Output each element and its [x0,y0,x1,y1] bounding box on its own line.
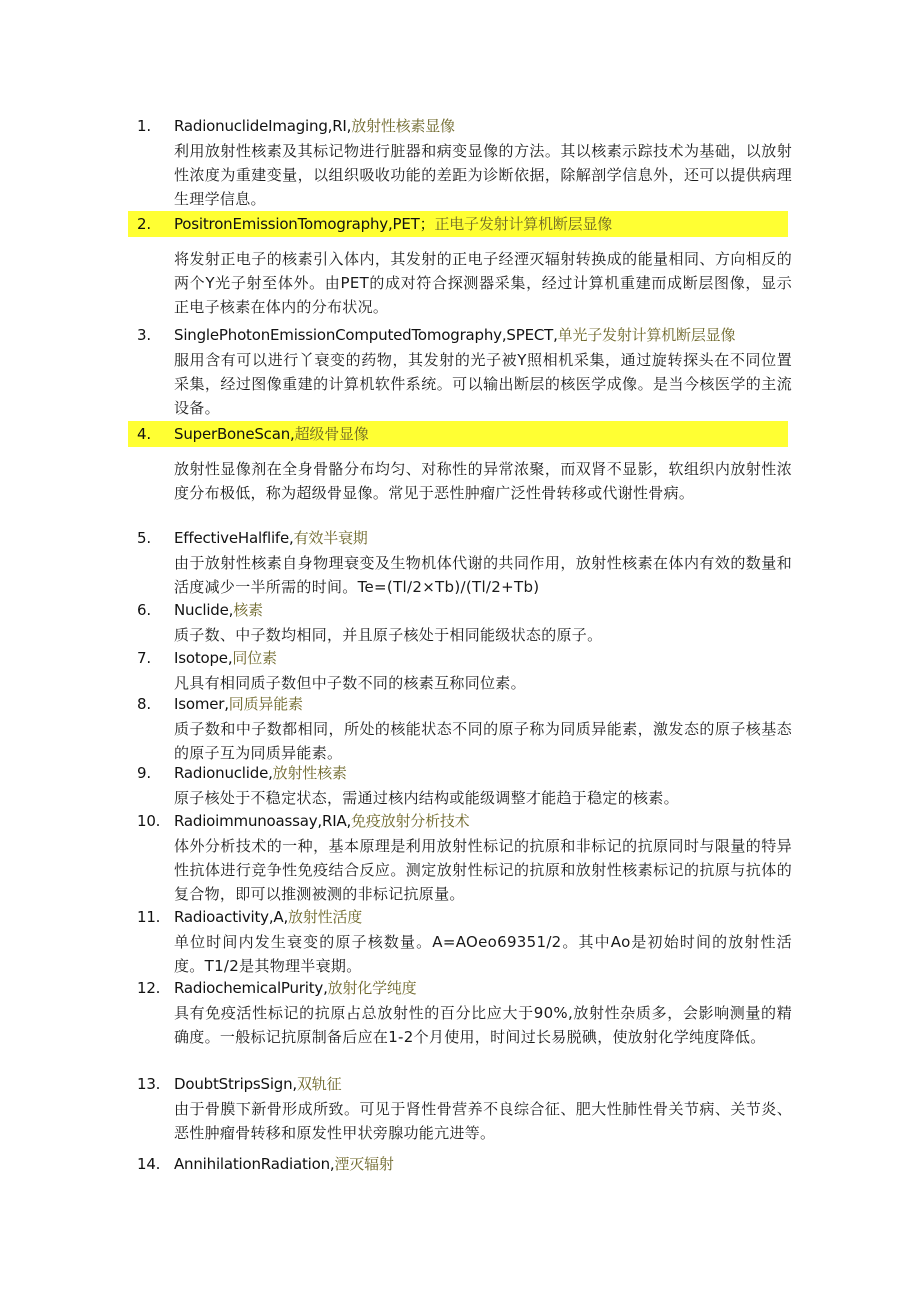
term-chinese: 放射性核素显像 [351,117,455,135]
entry-definition: 服用含有可以进行丫衰变的药物，其发射的光子被Y照相机采集，通过旋转探头在不同位置采集，经过图像重建的计算机软件系统。可以输出断层的核医学成像。是当今核医学的主流设备。 [174,351,792,417]
glossary-entry-12 [0,975,920,1049]
entry-number: 3. [137,326,151,344]
entry-term [174,975,416,1001]
glossary-entry-9 [0,760,920,810]
term-english: RadiochemicalPurity, [174,979,328,997]
entry-number: 12. [137,979,161,997]
entry-term [174,808,469,834]
entry-term [174,904,362,930]
glossary-entry-8 [0,691,920,765]
term-english: Radioactivity,A, [174,908,289,926]
term-english: EffectiveHalflife, [174,529,294,547]
glossary-entry-13 [0,1071,920,1145]
glossary-entry-3 [0,322,920,420]
entry-number: 5. [137,529,151,547]
glossary-entry-14 [0,1151,920,1177]
glossary-entry-6 [0,597,920,647]
entry-number: 9. [137,764,151,782]
glossary-entry-10 [0,808,920,906]
term-english: AnnihilationRadiation, [174,1155,335,1173]
term-english: Isotope, [174,649,233,667]
entry-term [174,421,369,447]
term-chinese: 免疫放射分析技术 [351,812,470,830]
term-chinese: 超级骨显像 [294,425,369,443]
entry-heading [0,1151,920,1177]
entry-number: 10. [137,812,161,830]
entry-term [174,645,277,671]
glossary-entry-5 [0,525,920,599]
glossary-entry-11 [0,904,920,978]
entry-term [174,113,455,139]
entry-term [174,760,347,786]
entry-number: 8. [137,695,151,713]
entry-definition: 由于放射性核素自身物理衰变及生物机体代谢的共同作用，放射性核素在体内有效的数量和活度减少一半所需的时间。Te=(Tl∕2×Tb)∕(Tl∕2+Tb) [174,554,792,596]
term-english: Isomer, [174,695,229,713]
entry-term [174,691,303,717]
entry-definition: 体外分析技术的一种，基本原理是利用放射性标记的抗原和非标记的抗原同时与限量的特异性抗体进行竞争性免疫结合反应。测定放射性标记的抗原和放射性核素标记的抗原与抗体的复合物，即可以推测被测的非标记抗原量。 [174,837,792,903]
glossary-entry-2 [0,211,920,319]
entry-heading-highlighted [128,421,788,447]
entry-number: 1. [137,117,151,135]
entry-term [174,597,263,623]
entry-definition: 质子数和中子数都相同，所处的核能状态不同的原子称为同质异能素，激发态的原子核基态的原子互为同质异能素。 [174,720,792,762]
term-chinese: 放射性活度 [288,908,363,926]
term-chinese: 同位素 [232,649,277,667]
entry-term [174,322,735,348]
term-english: Radionuclide, [174,764,273,782]
entry-number: 13. [137,1075,161,1093]
entry-heading [0,760,920,786]
term-english: Nuclide, [174,601,234,619]
term-chinese: 核素 [233,601,263,619]
entry-heading [0,645,920,671]
entry-term [174,525,368,551]
entry-heading [0,808,920,834]
entry-heading [0,322,920,348]
entry-heading [0,1071,920,1097]
entry-number: 4. [137,425,151,443]
entry-definition: 由于骨膜下新骨形成所致。可见于肾性骨营养不良综合征、肥大性肺性骨关节病、关节炎、恶性肿瘤骨转移和原发性甲状旁腺功能亢进等。 [174,1100,792,1142]
entry-definition: 单位时间内发生衰变的原子核数量。A=AOeo69351/2。其中Ao是初始时间的放射性活度。T1/2是其物理半衰期。 [174,933,792,975]
entry-term [174,1151,394,1177]
entry-number: 2. [137,215,151,233]
glossary-entry-4 [0,421,920,505]
term-english: SinglePhotonEmissionComputedTomography,SPECT, [174,326,558,344]
glossary-entry-7 [0,645,920,695]
entry-number: 7. [137,649,151,667]
entry-heading [0,113,920,139]
term-chinese: 放射化学纯度 [327,979,417,997]
entry-definition: 将发射正电子的核素引入体内，其发射的正电子经湮灭辐射转换成的能量相同、方向相反的两个Y光子射至体外。由PET的成对符合探测器采集，经过计算机重建而成断层图像，显示正电子核素在体内的分布状况。 [174,250,792,316]
term-chinese: 正电子发射计算机断层显像 [434,215,613,233]
term-english: RadionuclideImaging,RI, [174,117,352,135]
term-chinese: 有效半衰期 [293,529,368,547]
term-english: Radioimmunoassay,RIA, [174,812,352,830]
entry-definition: 具有免疫活性标记的抗原占总放射性的百分比应大于90%,放射性杂质多，会影响测量的精确度。一般标记抗原制备后应在1-2个月使用，时间过长易脱碘，使放射化学纯度降低。 [174,1004,792,1046]
term-chinese: 双轨征 [297,1075,342,1093]
entry-heading [0,904,920,930]
term-english: PositronEmissionTomography,PET； [174,215,435,233]
term-chinese: 放射性核素 [272,764,347,782]
entry-number: 11. [137,908,161,926]
entry-heading [0,525,920,551]
entry-heading [0,975,920,1001]
entry-definition: 凡具有相同质子数但中子数不同的核素互称同位素。 [174,674,526,692]
entry-definition: 放射性显像剂在全身骨骼分布均匀、对称性的异常浓聚，而双肾不显影，软组织内放射性浓度分布极低，称为超级骨显像。常见于恶性肿瘤广泛性骨转移或代谢性骨病。 [174,460,792,502]
entry-heading-highlighted [128,211,788,237]
entry-number: 14. [137,1155,161,1173]
entry-heading [0,597,920,623]
term-chinese: 单光子发射计算机断层显像 [557,326,736,344]
entry-term [174,1071,341,1097]
term-chinese: 同质异能素 [228,695,303,713]
entry-definition: 质子数、中子数均相同，并且原子核处于相同能级状态的原子。 [174,626,603,644]
term-chinese: 湮灭辐射 [334,1155,394,1173]
entry-term [174,211,612,237]
entry-heading [0,691,920,717]
entry-definition: 原子核处于不稳定状态，需通过核内结构或能级调整才能趋于稳定的核素。 [174,789,679,807]
term-english: DoubtStripsSign, [174,1075,297,1093]
entry-definition: 利用放射性核素及其标记物进行脏器和病变显像的方法。其以核素示踪技术为基础，以放射性浓度为重建变量，以组织吸收功能的差距为诊断依据，除解剖学信息外，还可以提供病理生理学信息。 [174,142,792,208]
entry-number: 6. [137,601,151,619]
glossary-entry-1 [0,113,920,211]
term-english: SuperBoneScan, [174,425,295,443]
